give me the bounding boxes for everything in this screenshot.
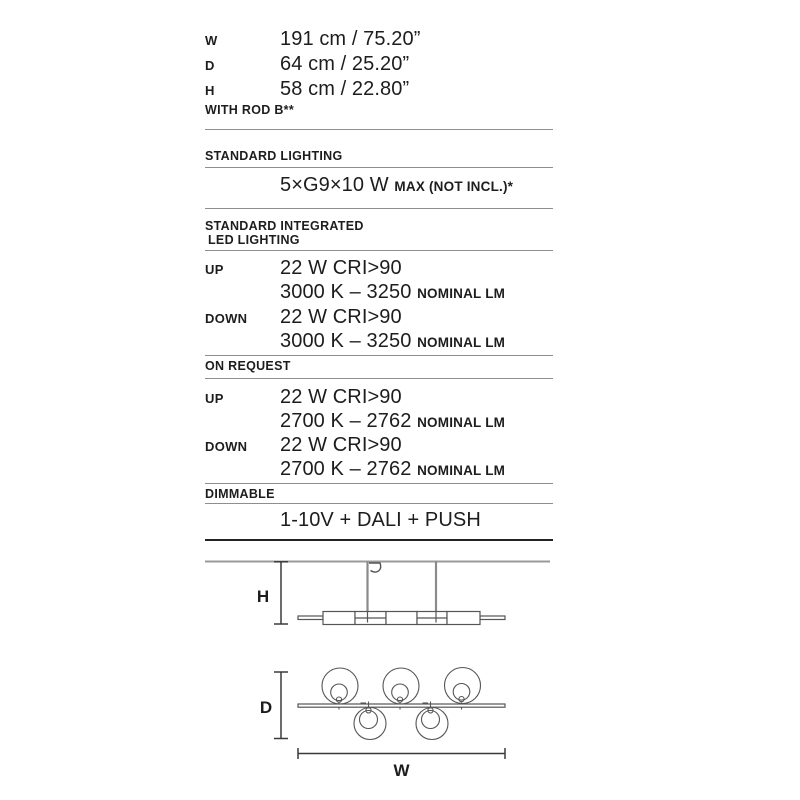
dimension-label-h: H [205, 83, 215, 98]
width-dimension [298, 748, 505, 759]
integrated-down-line1: 22 W CRI>90 [280, 306, 402, 328]
header-underline [205, 250, 553, 251]
section-divider [205, 483, 553, 484]
dimension-value-w: 191 cm / 75.20” [280, 28, 421, 50]
section-divider [205, 129, 553, 130]
on-request-up-row [205, 385, 553, 435]
fixture-bar-side-view [298, 612, 505, 625]
height-dimension [274, 562, 288, 625]
globe-top-3 [445, 668, 481, 710]
fixture-bar-plan [298, 704, 505, 707]
globe-top-1 [322, 668, 358, 710]
dimmable-value: 1-10V + DALI + PUSH [280, 509, 481, 531]
header-underline [205, 167, 553, 168]
bottom-divider [205, 539, 553, 541]
standard-lighting-header: STANDARD LIGHTING [205, 149, 343, 163]
dimension-value-h: 58 cm / 22.80” [280, 78, 410, 100]
integrated-down-values [280, 305, 505, 355]
integrated-up-row [205, 256, 553, 306]
dimension-row-height [205, 77, 553, 103]
up-label: UP [205, 391, 224, 406]
width-dimension-label: W [393, 761, 410, 780]
depth-dimension-label: D [259, 698, 273, 717]
technical-drawing [180, 548, 620, 793]
section-divider [205, 208, 553, 209]
on-request-up-line2-note: NOMINAL LM [417, 415, 506, 430]
header-underline [205, 378, 553, 379]
integrated-up-line1: 22 W CRI>90 [280, 257, 402, 279]
dimmable-value-line [205, 508, 553, 533]
header-underline [205, 503, 553, 504]
integrated-up-line2 [280, 280, 505, 306]
dimension-label-d: D [205, 58, 215, 73]
dimension-value-d: 64 cm / 25.20” [280, 53, 410, 75]
section-divider [205, 355, 553, 356]
integrated-up-values [280, 256, 505, 306]
dimension-row-width [205, 27, 553, 53]
integrated-down-line2-value: 3000 K – 3250 [280, 330, 412, 352]
specification-panel [205, 0, 553, 560]
down-label: DOWN [205, 311, 248, 326]
integrated-up-line2-value: 3000 K – 3250 [280, 281, 412, 303]
integrated-lighting-header-line2: LED LIGHTING [208, 232, 300, 247]
on-request-down-line2-note: NOMINAL LM [417, 463, 506, 478]
bar-segment [386, 612, 417, 625]
globe-top-2 [383, 668, 419, 710]
integrated-down-row [205, 305, 553, 355]
bar-end-rod-left [298, 616, 323, 620]
standard-lighting-value: 5×G9×10 W [280, 174, 389, 196]
on-request-down-line1: 22 W CRI>90 [280, 434, 402, 456]
suspension-rods [368, 562, 437, 619]
integrated-lighting-header [205, 220, 553, 247]
on-request-header: ON REQUEST [205, 359, 291, 373]
integrated-up-line2-note: NOMINAL LM [417, 286, 506, 301]
dimension-label-w: W [205, 33, 218, 48]
down-label: DOWN [205, 439, 248, 454]
cable-curl [369, 563, 381, 572]
on-request-down-values [280, 433, 505, 483]
standard-lighting-value-line [205, 173, 553, 199]
dimension-row-depth [205, 52, 553, 78]
bar-segment [323, 612, 355, 625]
dimmable-header: DIMMABLE [205, 487, 275, 501]
height-dimension-label: H [256, 587, 270, 606]
rod-note: WITH ROD B** [205, 103, 295, 117]
standard-lighting-note: MAX (NOT INCL.)* [394, 179, 514, 194]
bar-end-rod-right [480, 616, 505, 620]
on-request-up-line2 [280, 409, 505, 435]
on-request-down-line2-value: 2700 K – 2762 [280, 458, 412, 480]
on-request-up-line1: 22 W CRI>90 [280, 386, 402, 408]
bar-segment [447, 612, 480, 625]
on-request-up-values [280, 385, 505, 435]
integrated-lighting-header-line1: STANDARD INTEGRATED [205, 219, 364, 233]
integrated-down-line2 [280, 329, 505, 355]
on-request-down-line2 [280, 457, 505, 483]
on-request-up-line2-value: 2700 K – 2762 [280, 410, 412, 432]
up-label: UP [205, 262, 224, 277]
on-request-down-row [205, 433, 553, 483]
depth-dimension [274, 672, 288, 739]
integrated-down-line2-note: NOMINAL LM [417, 335, 506, 350]
fixture-plan-view [298, 668, 505, 740]
